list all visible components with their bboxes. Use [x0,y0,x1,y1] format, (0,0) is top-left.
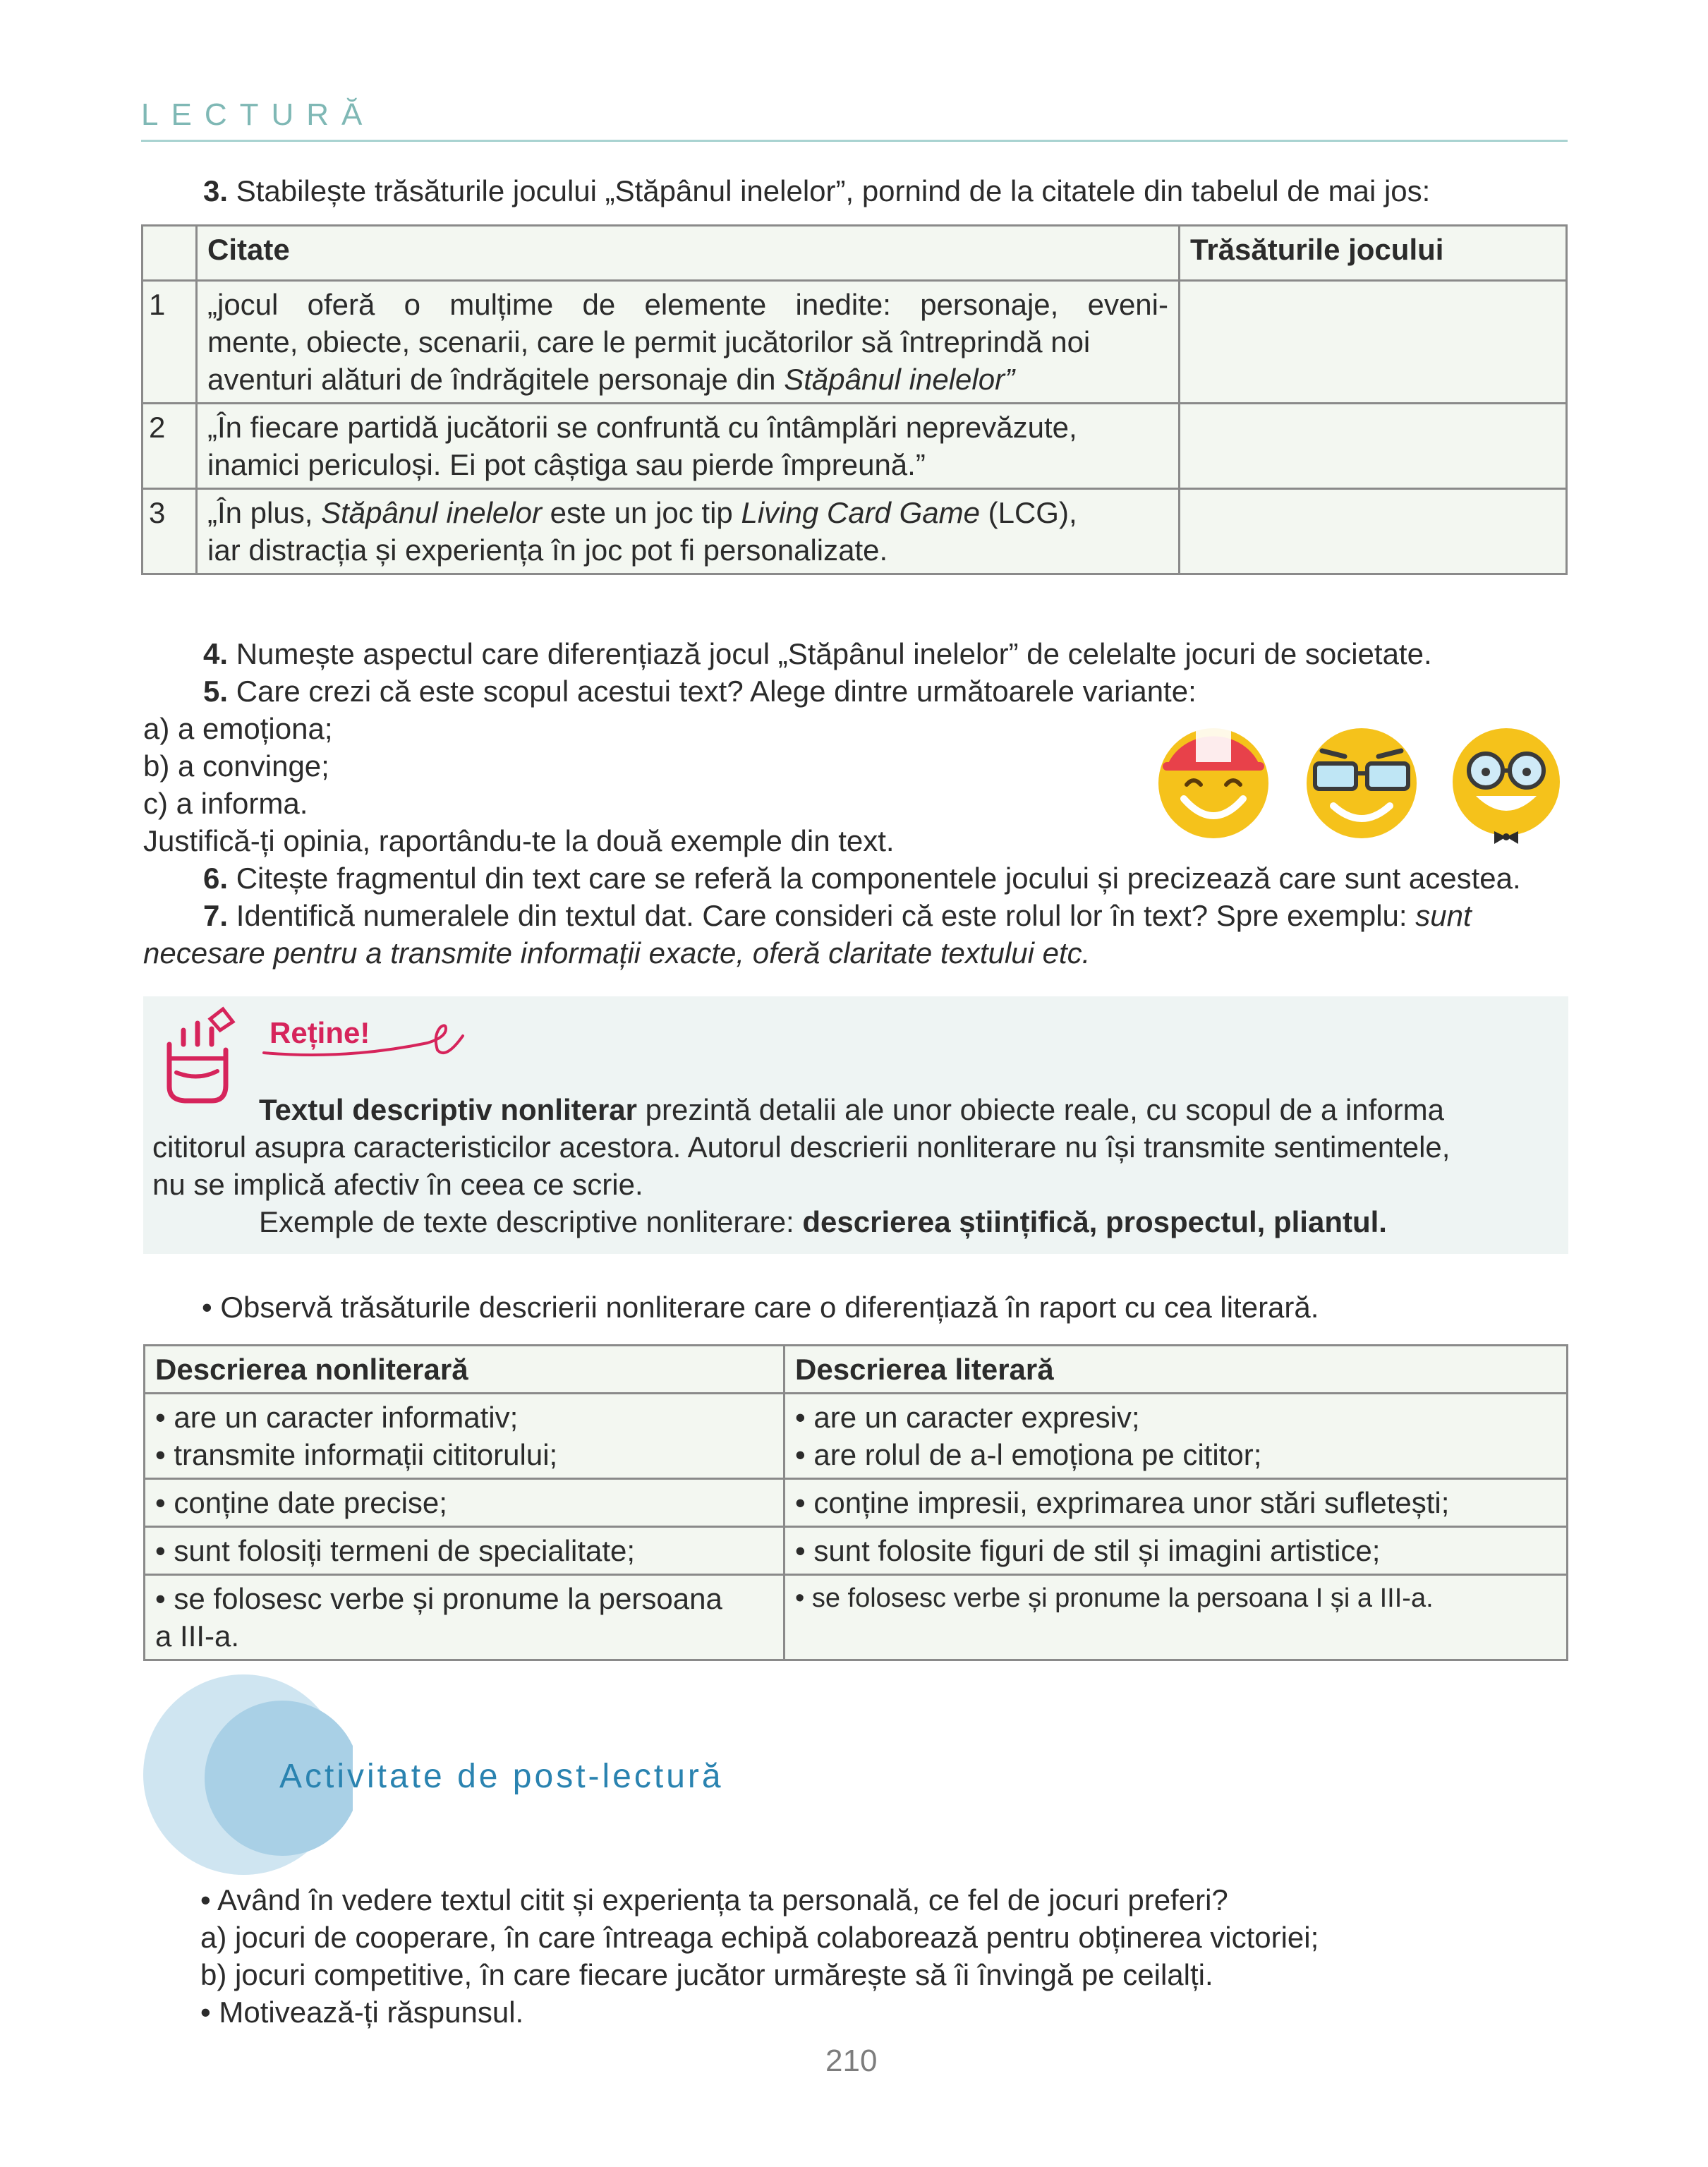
post-lectura-title: Activitate de post-lectură [279,1758,724,1795]
question-7: 7. Identifică numeralele din textul dat. Care consideri că este rolul lor în text? Spre exemplu: sunt [203,899,1472,932]
justify-text: Justifică-ți opinia, raportându-te la două exemple din text. [143,824,895,857]
retine-underline [261,1022,466,1064]
post-option-b: b) jocuri competitive, în care fiecare jucător urmărește să îi învingă pe ceilalți. [200,1958,1213,1991]
table-row: 1 „jocul oferă o mulțime de elemente inedite: personaje, eveni- mente, obiecte, scenarii, care le permit jucătorilor să întreprindă noi aventuri alături de îndrăgitele personaje din Stăpânul inelelor” [143,281,1567,404]
smiley-sunglasses-icon [1307,728,1417,838]
answer-cell[interactable] [1180,404,1567,489]
emoji-group [1157,720,1566,847]
table-row: • sunt folosiți termeni de specialitate; • sunt folosite figuri de stil și imagini artistice; [145,1527,1568,1575]
smiley-cap-icon [1158,723,1268,838]
question-3: 3. Stabilește trăsăturile jocului „Stăpânul inelelor”, pornind de la citatele din tabelul de mai jos: [203,174,1431,207]
table-row: • se folosesc verbe și pronume la persoana a III-a. • se folosesc verbe și pronume la persoana I și a III-a. [145,1575,1568,1660]
option-a: a) a emoționa; [143,712,333,745]
post-option-a: a) jocuri de cooperare, în care întreaga echipă colaborează pentru obținerea victoriei; [200,1921,1319,1954]
comparison-table [143,1344,1568,1661]
section-header: LECTURĂ [141,97,375,132]
table-row: 2 „În fiecare partidă jucătorii se confruntă cu întâmplări neprevăzute, inamici periculoși. Ei pot câștiga sau pierde împreună.” [143,404,1567,489]
question-6: 6. Citește fragmentul din text care se referă la componentele jocului și precizează care sunt acestea. [203,862,1521,895]
table-header-nonliterara: Descrierea nonliterară [145,1346,785,1394]
table-row: 3 „În plus, Stăpânul inelelor este un joc tip Living Card Game (LCG), iar distracția și experiența în joc pot fi personalizate. [143,489,1567,574]
smiley-bowtie-icon [1453,728,1560,844]
option-b: b) a convinge; [143,749,329,783]
answer-cell[interactable] [1180,281,1567,404]
retine-p2: Exemple de texte descriptive nonliterare: descrierea științifică, prospectul, pliantul. [259,1205,1387,1238]
quotes-table [141,224,1568,575]
observa-text: • Observă trăsăturile descrierii nonliterare care o diferențiază în raport cu cea literară. [202,1291,1319,1324]
quote-cell: „În plus, Stăpânul inelelor este un joc tip Living Card Game (LCG), iar distracția și experiența în joc pot fi personalizate. [197,489,1180,574]
retine-title: Reține! [269,1016,370,1049]
quote-cell: „jocul oferă o mulțime de elemente inedite: personaje, eveni- mente, obiecte, scenarii, care le permit jucătorilor să întreprindă noi aventuri alături de îndrăgitele personaje din Stăpânul inelelor” [197,281,1180,404]
table-header-literara: Descrierea literară [785,1346,1568,1394]
quote-cell: „În fiecare partidă jucătorii se confruntă cu întâmplări neprevăzute, inamici periculoși. Ei pot câștiga sau pierde împreună.” [197,404,1180,489]
retine-p1-line3: nu se implică afectiv în ceea ce scrie. [152,1168,643,1201]
table-row: • are un caracter informativ; • transmite informații cititorului; • are un caracter expresiv; • are rolul de a-l emoționa pe cititor; [145,1394,1568,1479]
table-header-empty [143,226,197,281]
retine-p1: Textul descriptiv nonliterar prezintă detalii ale unor obiecte reale, cu scopul de a informa [259,1093,1445,1126]
table-row: • conține date precise; • conține impresii, exprimarea unor stări sufletești; [145,1479,1568,1527]
retine-p1-line2: cititorul asupra caracteristicilor acestora. Autorul descrierii nonliterare nu își transmite sentimentele, [152,1130,1450,1164]
header-divider [141,140,1568,142]
page-number: 210 [825,2044,878,2078]
option-c: c) a informa. [143,787,308,820]
question-5: 5. Care crezi că este scopul acestui text? Alege dintre următoarele variante: [203,675,1197,708]
answer-cell[interactable] [1180,489,1567,574]
hand-icon [155,1002,247,1108]
question-7-line2: necesare pentru a transmite informații exacte, oferă claritate textului etc. [143,936,1091,970]
question-4: 4. Numește aspectul care diferențiază jocul „Stăpânul inelelor” de celelalte jocuri de societate. [203,637,1432,670]
post-question: • Având în vedere textul citit și experiența ta personală, ce fel de jocuri preferi? [200,1883,1228,1917]
table-header-trasaturi: Trăsăturile jocului [1180,226,1567,281]
post-motivate: • Motivează-ți răspunsul. [200,1996,524,2029]
table-header-citate: Citate [197,226,1180,281]
